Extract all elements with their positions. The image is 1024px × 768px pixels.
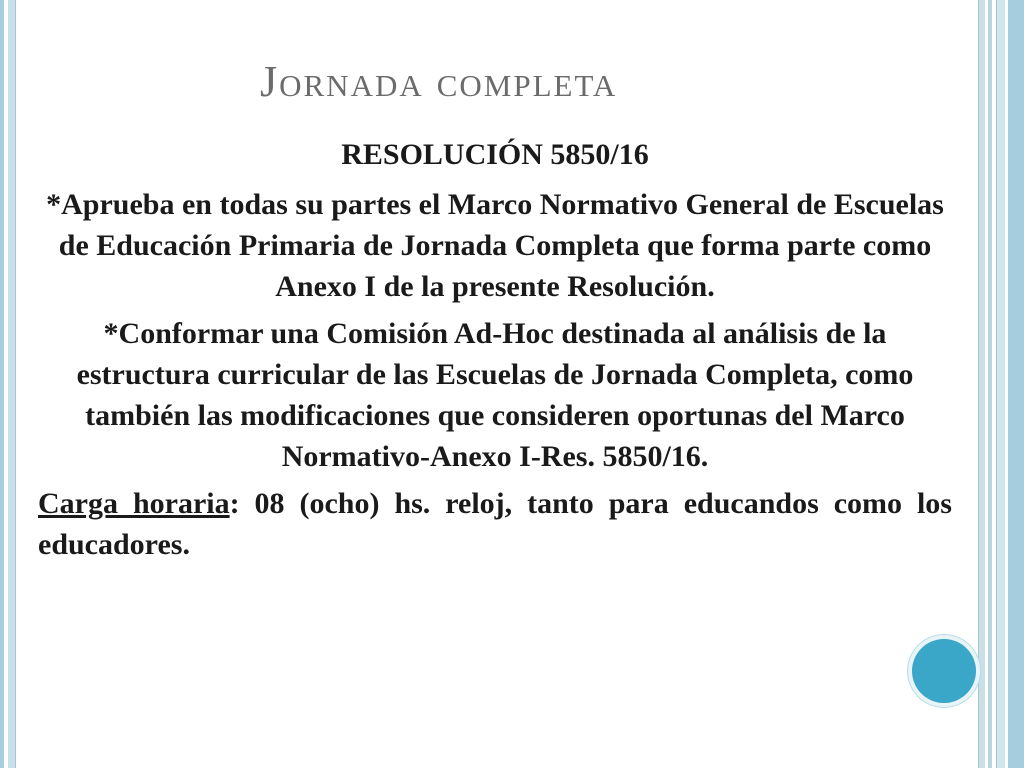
right-frame-stripe-2 — [988, 0, 992, 768]
slide-body — [38, 134, 952, 565]
right-frame-stripe-3 — [996, 0, 1005, 768]
paragraph-workload — [38, 483, 952, 565]
right-frame-stripe-4 — [1008, 0, 1024, 768]
right-frame-stripe-1 — [978, 0, 985, 768]
decorative-circle — [912, 639, 976, 703]
paragraph-commission: *Conformar una Comisión Ad-Hoc destinada al análisis de la estructura curricular de las Escuelas de Jornada Completa, como también las modificaciones que consideren oportunas del Marco Normativo-Anexo I-Res. 5850/16. — [76, 317, 914, 473]
left-frame-stripe-inner — [8, 0, 16, 768]
paragraph-approval: *Aprueba en todas su partes el Marco Normativo General de Escuelas de Educación Primaria de Jornada Completa que forma parte como Anexo I de la presente Resolución. — [46, 188, 944, 303]
slide-title: Jornada completa — [260, 57, 618, 106]
workload-text: : 08 (ocho) hs. reloj, tanto para educandos como los educadores. — [38, 487, 952, 561]
workload-label: Carga horaria — [38, 487, 230, 520]
resolution-heading: RESOLUCIÓN 5850/16 — [341, 138, 649, 171]
